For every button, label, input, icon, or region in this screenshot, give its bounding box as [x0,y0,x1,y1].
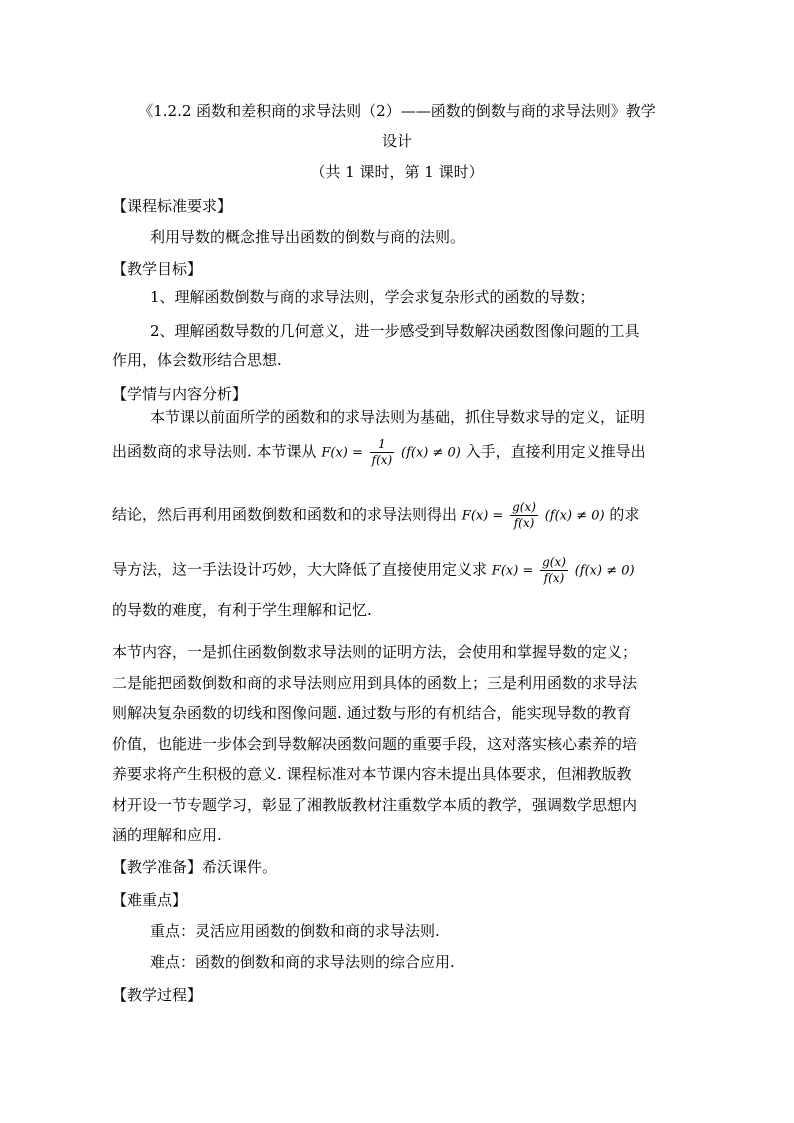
analysis-p1-line2-a: 出函数商的求导法则. 本节课从 [112,442,317,461]
key-difficulty: 难点：函数的倒数和商的求导法则的综合应用. [150,953,455,971]
formula-reciprocal-numerator: 1 [370,437,395,453]
analysis-p1-line3 [112,500,639,531]
formula-reciprocal-lhs: F(x) = [321,445,363,461]
analysis-p2-line7: 涵的理解和应用. [112,826,222,844]
analysis-p1-line2 [112,437,646,468]
analysis-p2-line1: 本节内容，一是抓住函数倒数求导法则的证明方法，会使用和掌握导数的定义； [112,643,638,661]
goal-item-2-line2: 作用，体会数形结合思想. [112,351,282,369]
document-title-line1: 《1.2.2 函数和差积商的求导法则（2）——函数的倒数与商的求导法则》教学 [138,102,656,120]
formula-quotient-2-fraction [540,555,568,586]
formula-quotient-2-numerator: g(x) [542,555,566,569]
formula-quotient-2-lhs: F(x) = [491,563,534,579]
goal-item-1: 1、理解函数倒数与商的求导法则，学会求复杂形式的函数的导数； [150,288,595,306]
analysis-p1-line3-a: 结论，然后再利用函数倒数和函数和的求导法则得出 [112,505,458,524]
prep-line [112,857,277,877]
analysis-p1-line1: 本节课以前面所学的函数和的求导法则为基础，抓住导数求导的定义，证明 [150,408,646,426]
analysis-p1-line4 [112,555,635,586]
analysis-p2-line4: 价值，也能进一步体会到导数解决函数问题的重要手段，这对落实核心素养的培 [112,735,638,753]
standards-text: 利用导数的概念推导出函数的倒数与商的法则。 [150,228,466,246]
document-title-line2: 设计 [381,132,412,150]
prep-text: 希沃课件。 [202,858,278,876]
formula-quotient-1-fraction [510,500,538,531]
heading-standards: 【课程标准要求】 [112,197,233,215]
document-subtitle: （共 1 课时，第 1 课时） [310,163,484,181]
analysis-p1-line4-a: 导方法，这一手法设计巧妙，大大降低了直接使用定义求 [112,560,488,579]
analysis-p2-line3: 则解决复杂函数的切线和图像问题. 通过数与形的有机结合，能实现导数的教育 [112,704,632,722]
analysis-p1-line5: 的导数的难度，有利于学生理解和记忆. [112,601,372,619]
analysis-p1-line3-b: 的求 [609,505,640,524]
formula-quotient-2-condition: (f(x) ≠ 0) [574,563,635,579]
formula-quotient-1-condition: (f(x) ≠ 0) [544,508,605,524]
formula-reciprocal-denominator: f(x) [371,453,393,467]
goal-item-2-line1: 2、理解函数导数的几何意义，进一步感受到导数解决函数图像问题的工具 [150,322,640,340]
key-focus: 重点：灵活应用函数的倒数和商的求导法则. [150,922,440,940]
heading-analysis: 【学情与内容分析】 [112,385,248,403]
formula-quotient-1-denominator: f(x) [513,516,535,530]
formula-quotient-2 [492,555,635,586]
formula-quotient-2-denominator: f(x) [543,571,565,585]
heading-process: 【教学过程】 [112,986,203,1004]
formula-quotient-1-numerator: g(x) [512,500,536,514]
formula-quotient-1 [462,500,605,531]
analysis-p2-line2: 二是能把函数倒数和商的求导法则应用到具体的函数上；三是利用函数的求导法 [112,674,638,692]
formula-quotient-1-lhs: F(x) = [461,508,504,524]
formula-reciprocal [321,437,461,468]
analysis-p1-line2-b: 入手，直接利用定义推导出 [465,442,646,461]
analysis-p2-line5: 养要求将产生积极的意义. 课程标准对本节课内容未提出具体要求，但湘教版教 [112,765,632,783]
analysis-p2-line6: 材开设一节专题学习，彰显了湘教版教材注重数学本质的教学，强调数学思想内 [112,796,638,814]
heading-key-points: 【难重点】 [112,891,188,909]
formula-reciprocal-condition: (f(x) ≠ 0) [401,445,461,461]
formula-reciprocal-fraction [370,437,395,468]
heading-prep: 【教学准备】 [112,858,203,876]
heading-goals: 【教学目标】 [112,260,203,278]
